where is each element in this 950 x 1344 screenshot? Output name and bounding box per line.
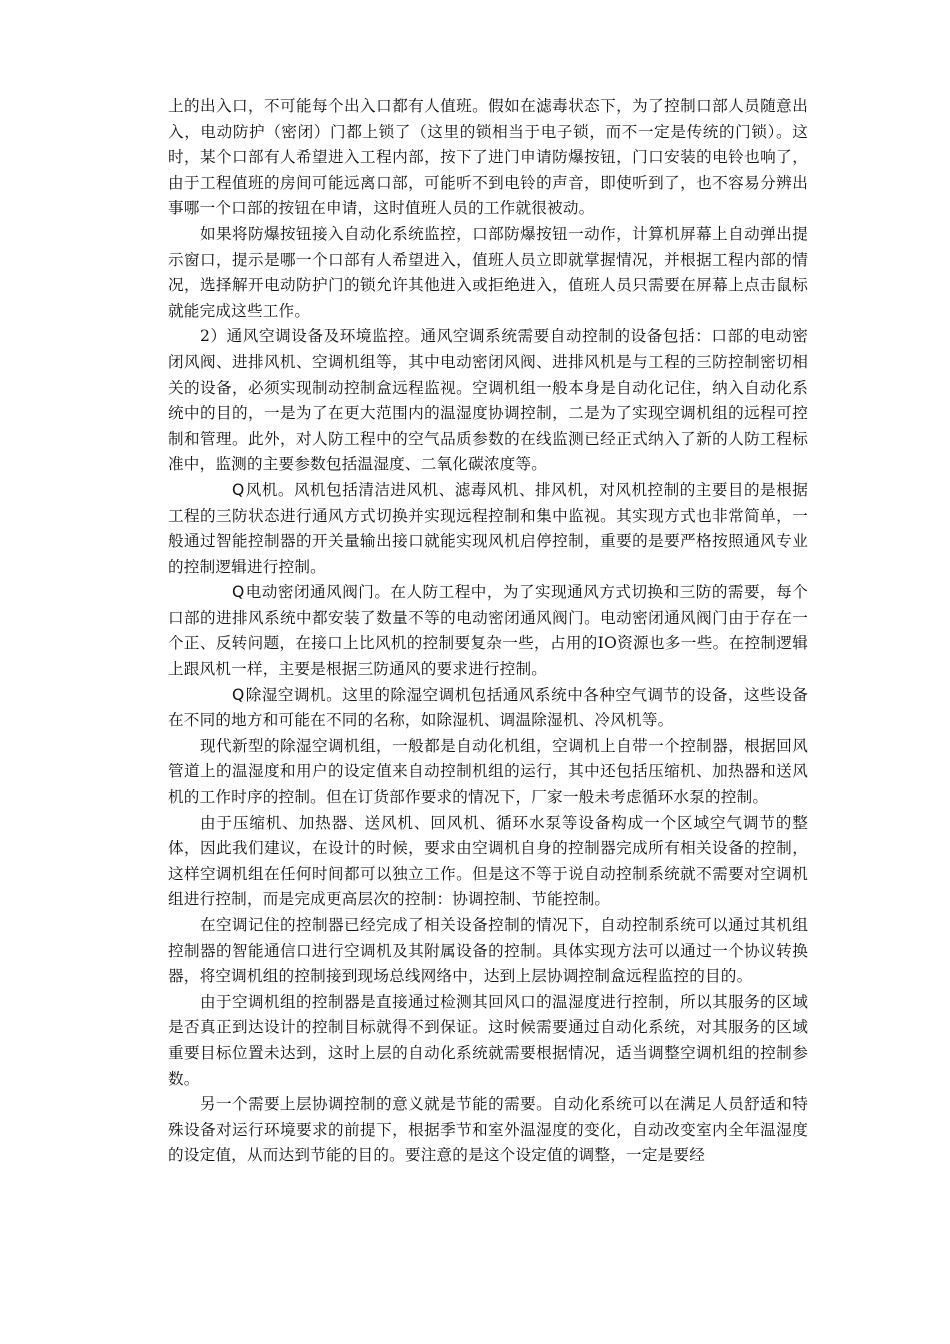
paragraph-text: 现代新型的除湿空调机组，一般都是自动化机组，空调机上自带一个控制器，根据回风管道上的温湿度和用户的设定值来自动控制机组的运行，其中还包括压缩机、加热器和送风机的工作时序的控制。但在订货部作要求的情况下，厂家一般未考虑循环水泵的控制。	[168, 736, 808, 807]
paragraph-text: 如果将防爆按钮接入自动化系统监控，口部防爆按钮一动作，计算机屏幕上自动弹出提示窗口，提示是哪一个口部有人希望进入，值班人员立即就掌握情况，并根据工程内部的情况，选择解开电动防护门的锁允许其他进入或拒绝进入，值班人员只需要在屏幕上点击鼠标就能完成这些工作。	[168, 224, 808, 320]
paragraph-text: 上的出入口，不可能每个出入口都有人值班。假如在滤毒状态下，为了控制口部人员随意出入，电动防护（密闭）门都上锁了（这里的锁相当于电子锁，而不一定是传统的门锁）。这时，某个口部有人希望进入工程内部，按下了进门申请防爆按钮，门口安装的电铃也响了，由于工程值班的房间可能远离口部，可能听不到电铃的声音，即使听到了，也不容易分辨出事哪一个口部的按钮在申请，这时值班人员的工作就很被动。	[168, 97, 808, 218]
paragraph	[168, 222, 808, 324]
bullet-marker: Q	[232, 685, 245, 704]
paragraph-text: 由于空调机组的控制器是直接通过检测其回风口的温湿度进行控制，所以其服务的区域是否真正到达设计的控制目标就得不到保证。这时候需要通过自动化系统，对其服务的区域重要目标位置未达到，这时上层的自动化系统就需要根据情况，适当调整空调机组的控制参数。	[168, 992, 808, 1088]
paragraph	[168, 1092, 808, 1169]
paragraph	[168, 580, 808, 682]
paragraph	[168, 913, 808, 990]
paragraph-text: 除湿空调机。这里的除湿空调机包括通风系统中各种空气调节的设备，这些设备在不同的地方和可能在不同的名称，如除湿机、调温除湿机、冷风机等。	[168, 685, 808, 730]
paragraph	[168, 324, 808, 478]
paragraph	[168, 734, 808, 811]
paragraph	[168, 811, 808, 913]
paragraph-text: 另一个需要上层协调控制的意义就是节能的需要。自动化系统可以在满足人员舒适和特殊设备对运行环境要求的前提下，根据季节和室外温湿度的变化，自动改变室内全年温湿度的设定值，从而达到节能的目的。要注意的是这个设定值的调整，一定是要经	[168, 1095, 808, 1165]
paragraph-text: 由于压缩机、加热器、送风机、回风机、循环水泵等设备构成一个区域空气调节的整体，因此我们建议，在设计的时候，要求由空调机自身的控制器完成所有相关设备的控制，这样空调机组在任何时间都可以独立工作。但是这不等于说自动控制系统就不需要对空调机组进行控制，而是完成更高层次的控制：协调控制、节能控制。	[168, 813, 808, 909]
paragraph	[168, 683, 808, 734]
paragraph-text: 电动密闭通风阀门。在人防工程中，为了实现通风方式切换和三防的需要，每个口部的进排风系统中都安装了数量不等的电动密闭通风阀门。电动密闭通风阀门由于存在一个正、反转问题，在接口上比风机的控制要复杂一些，占用的IO资源也多一些。在控制逻辑上跟风机一样，主要是根据三防通风的要求进行控制。	[168, 583, 808, 679]
bullet-marker: Q	[232, 583, 245, 602]
paragraph	[168, 94, 808, 222]
paragraph-text: 在空调记住的控制器已经完成了相关设备控制的情况下，自动控制系统可以通过其机组控制器的智能通信口进行空调机及其附属设备的控制。具体实现方法可以通过一个协议转换器，将空调机组的控制接到现场总线网络中，达到上层协调控制盒远程监控的目的。	[168, 916, 808, 986]
paragraph-text: 风机。风机包括清洁进风机、滤毒风机、排风机，对风机控制的主要目的是根据工程的三防状态进行通风方式切换并实现远程控制和集中监视。其实现方式也非常简单，一般通过智能控制器的开关量输出接口就能实现风机启停控制，重要的是要严格按照通风专业的控制逻辑进行控制。	[168, 480, 808, 576]
paragraph-text: 2）通风空调设备及环境监控。通风空调系统需要自动控制的设备包括：口部的电动密闭风阀、进排风机、空调机组等，其中电动密闭风阀、进排风机是与工程的三防控制密切相关的设备，必须实现制动控制盒远程监视。空调机组一般本身是自动化记住，纳入自动化系统中的目的，一是为了在更大范围内的温湿度协调控制，二是为了实现空调机组的远程可控制和管理。此外，对人防工程中的空气品质参数的在线监测已经正式纳入了新的人防工程标准中，监测的主要参数包括温湿度、二氧化碳浓度等。	[168, 327, 808, 474]
paragraph	[168, 990, 808, 1092]
paragraph	[168, 478, 808, 580]
document-page	[168, 94, 808, 1169]
bullet-marker: Q	[232, 480, 245, 499]
